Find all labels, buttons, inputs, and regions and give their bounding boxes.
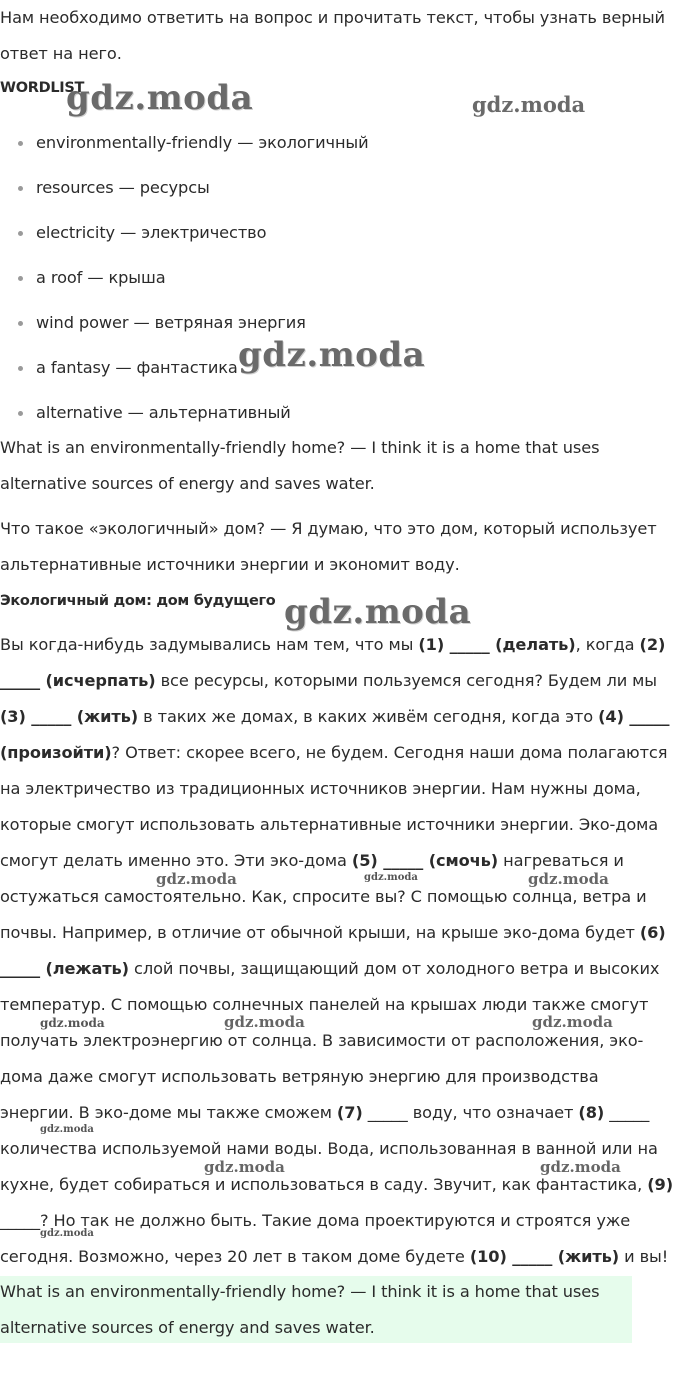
gap-9: (9) (647, 1175, 673, 1194)
watermark-logo: gdz.moda (472, 92, 586, 117)
text-segment: и вы! (619, 1247, 669, 1266)
list-item: electricity — электричество (0, 215, 369, 260)
watermark-logo: gdz.moda (364, 872, 418, 883)
answer-text: What is an environmentally-friendly home? — I think it is a home that uses alternative sources of energy and saves water. (0, 1282, 600, 1337)
watermark-logo: gdz.moda (156, 870, 237, 888)
wordlist-heading: WORDLIST (0, 80, 85, 96)
gap-1: (1) _____ (делать) (418, 635, 576, 654)
text-segment: _____ воду, что означает (362, 1103, 579, 1122)
gap-3: (3) _____ (жить) (0, 707, 139, 726)
text-segment: слой почвы, защищающий дом от холодного ветра и высоких температур. С помощью солнечных панелей на крышах люди также смогут получать электроэнергию от солнца. В зависимости от расположения, эко-дома даже смогут использовать ветряную энергию для производства энергии. В эко-доме мы также сможем (0, 959, 660, 1122)
gap-10: (10) _____ (жить) (469, 1247, 620, 1266)
question-answer-ru: Что такое «экологичный» дом? — Я думаю, что это дом, который использует альтернативные источники энергии и экономит воду. (0, 519, 657, 574)
list-item: alternative — альтернативный (0, 395, 369, 440)
answer-box (0, 1276, 632, 1343)
watermark-logo: gdz.moda (40, 1124, 94, 1135)
watermark-logo: gdz.moda (224, 1013, 305, 1031)
wordlist (0, 125, 369, 440)
list-item: a fantasy — фантастика (0, 350, 369, 395)
text-segment: все ресурсы, которыми пользуемся сегодня? Будем ли мы (155, 671, 657, 690)
text-segment: Вы когда-нибудь задумывались нам тем, что мы (0, 635, 419, 654)
watermark-logo: gdz.moda (284, 592, 472, 632)
watermark-logo: gdz.moda (66, 78, 254, 118)
exercise-text (0, 627, 676, 1275)
gap-6: (6) _____ (лежать) (0, 923, 666, 978)
intro-text: Нам необходимо ответить на вопрос и прочитать текст, чтобы узнать верный ответ на него. (0, 8, 665, 63)
gap-4: (4) _____ (произойти) (0, 707, 670, 762)
watermark-logo: gdz.moda (40, 1228, 94, 1239)
text-segment: нагреваться и остужаться самостоятельно. Как, спросите вы? С помощью солнца, ветра и почвы. Например, в отличие от обычной крыши, на крыше эко-дома будет (0, 851, 647, 942)
watermark-logo: gdz.moda (540, 1158, 621, 1176)
watermark-logo: gdz.moda (238, 335, 426, 375)
text-segment: , когда (575, 635, 640, 654)
text-heading: Экологичный дом: дом будущего (0, 593, 276, 609)
text-segment: в таких же домах, в каких живём сегодня, когда это (138, 707, 599, 726)
watermark-logo: gdz.moda (40, 1016, 105, 1030)
list-item: environmentally-friendly — экологичный (0, 125, 369, 170)
text-segment: _____? Но так не должно быть. Такие дома проектируются и строятся уже сегодня. Возможно, через 20 лет в таком доме будете (0, 1211, 631, 1266)
watermark-logo: gdz.moda (204, 1158, 285, 1176)
gap-7: (7) (336, 1103, 363, 1122)
list-item: a roof — крыша (0, 260, 369, 305)
text-segment: _____ количества используемой нами воды. Вода, использованная в ванной или на кухне, будет собираться и использоваться в саду. Звучит, как фантастика, (0, 1103, 658, 1194)
gap-2: (2) _____ (исчерпать) (0, 635, 666, 690)
gap-8: (8) (578, 1103, 605, 1122)
watermark-logo: gdz.moda (528, 870, 609, 888)
question-answer-en: What is an environmentally-friendly home? — I think it is a home that uses alternative sources of energy and saves water. (0, 438, 600, 493)
watermark-logo: gdz.moda (532, 1013, 613, 1031)
list-item: resources — ресурсы (0, 170, 369, 215)
gap-5: (5) _____ (смочь) (351, 851, 499, 870)
text-segment: ? Ответ: скорее всего, не будем. Сегодня наши дома полагаются на электричество из традиционных источников энергии. Нам нужны дома, которые смогут использовать альтернативные источники энергии. Эко-дома смогут делать именно это. Эти эко-дома (0, 743, 668, 870)
list-item: wind power — ветряная энергия (0, 305, 369, 350)
